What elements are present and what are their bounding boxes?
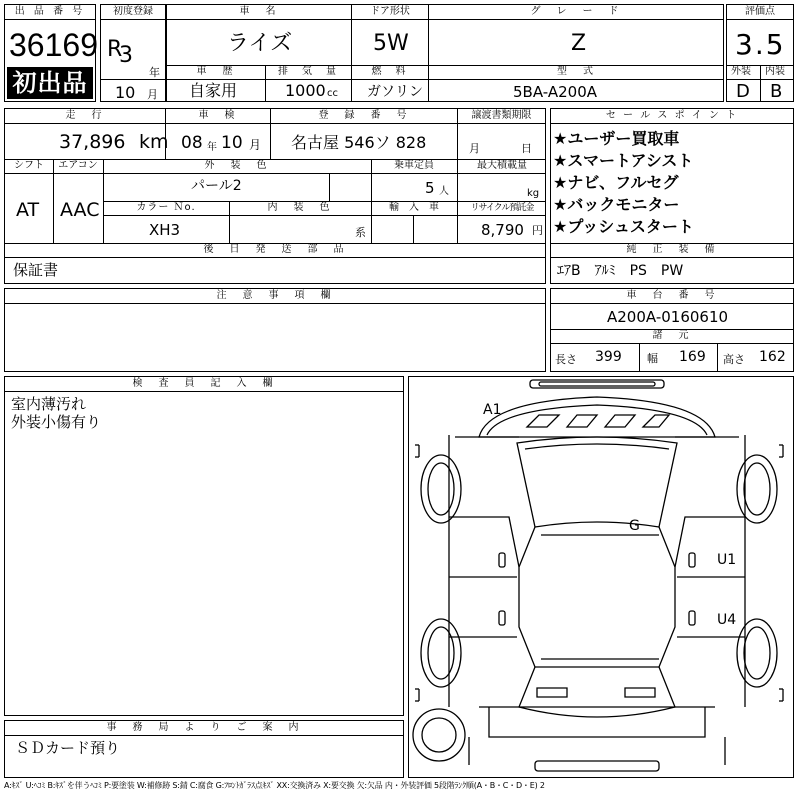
doors-header: ドア形状 bbox=[352, 5, 428, 20]
era: R bbox=[107, 37, 123, 62]
car-name-header: 車 名 bbox=[167, 5, 351, 20]
model-header: 型 式 bbox=[557, 66, 596, 77]
month-unit: 月 bbox=[147, 88, 158, 101]
color-code: XH3 bbox=[149, 221, 181, 239]
chassis-box bbox=[550, 288, 794, 372]
length-value: 399 bbox=[595, 349, 622, 365]
damage-mark-a1: A1 bbox=[483, 402, 502, 418]
capacity-header: 乗車定員 bbox=[394, 160, 434, 171]
plate-header: 登 録 番 号 bbox=[271, 109, 457, 124]
inspection-month-unit: 月 bbox=[249, 138, 262, 152]
history-header: 車 歴 bbox=[196, 66, 236, 77]
fuel: ガソリン bbox=[367, 84, 423, 100]
recycle-fee: 8,790 bbox=[481, 221, 524, 239]
inspection-header: 車 検 bbox=[166, 109, 270, 124]
rating-score: 3.5 bbox=[735, 28, 786, 61]
inspector-note: 室内薄汚れ bbox=[11, 395, 87, 413]
first-listing-badge: 初出品 bbox=[7, 67, 93, 99]
shift-header: シフト bbox=[14, 160, 44, 171]
damage-mark-u1: U1 bbox=[717, 552, 737, 568]
sales-point: ★ナビ、フルセグ bbox=[553, 173, 679, 192]
aircon-header: エアコン bbox=[58, 160, 98, 171]
dims-header: 諸 元 bbox=[652, 330, 692, 341]
details-box bbox=[4, 108, 546, 284]
first-reg-month: 10 bbox=[115, 83, 136, 102]
damage-mark-g: G bbox=[629, 518, 640, 534]
exterior-grade: D bbox=[736, 81, 750, 102]
office-box bbox=[4, 720, 404, 778]
shift: AT bbox=[16, 199, 40, 221]
grade-header: グ レ ー ド bbox=[429, 5, 723, 20]
inspection-year-unit: 年 bbox=[207, 142, 217, 153]
exterior-color: パール2 bbox=[191, 178, 242, 194]
damage-mark-u4: U4 bbox=[717, 612, 737, 628]
plate-number: 名古屋 546ソ 828 bbox=[291, 133, 427, 152]
lot-number: 36169 bbox=[9, 27, 98, 63]
sales-point: ★バックモニター bbox=[553, 195, 680, 214]
sales-point: ★スマートアシスト bbox=[553, 151, 694, 170]
transfer-header: 譲渡書類期限 bbox=[458, 109, 545, 124]
aircon: AAC bbox=[60, 199, 100, 221]
sales-points-header: セ ー ル ス ポ イ ン ト bbox=[551, 109, 793, 124]
width-label: 幅 bbox=[647, 352, 658, 365]
car-outline bbox=[409, 377, 793, 777]
office-header: 事 務 局 よ り ご 案 内 bbox=[5, 721, 403, 736]
inspector-note: 外装小傷有り bbox=[11, 413, 102, 431]
sales-point: ★プッシュスタート bbox=[553, 217, 694, 236]
chassis-header: 車 台 番 号 bbox=[551, 289, 793, 304]
color-no-header: カラー Ｎo. bbox=[136, 202, 196, 213]
rating-header: 評価点 bbox=[727, 5, 793, 20]
inspection-year: 08 bbox=[181, 133, 203, 153]
notes-box bbox=[4, 288, 546, 372]
inspector-header: 検 査 員 記 入 欄 bbox=[5, 377, 403, 392]
notes-header: 注 意 事 項 欄 bbox=[5, 289, 545, 304]
int-color-header: 内 装 色 bbox=[267, 202, 333, 213]
car-name: ライズ bbox=[227, 31, 293, 56]
parts-header: 後 日 発 送 部 品 bbox=[203, 244, 347, 255]
inspector-box bbox=[4, 376, 404, 716]
interior-header: 内装 bbox=[765, 66, 785, 77]
capacity-unit: 人 bbox=[439, 186, 449, 197]
transfer-month-unit: 月 bbox=[469, 142, 480, 155]
recycle-header: リサイクル預託金 bbox=[470, 203, 534, 213]
width-value: 169 bbox=[679, 349, 706, 365]
office-note: ＳＤカード預り bbox=[15, 739, 121, 757]
year-unit: 年 bbox=[149, 66, 160, 79]
grade: Z bbox=[571, 31, 587, 56]
mileage-unit: km bbox=[139, 131, 169, 153]
sales-point: ★ユーザー買取車 bbox=[553, 129, 680, 148]
first-registration-box bbox=[100, 4, 166, 102]
displacement-unit: cc bbox=[327, 88, 338, 99]
door-type: 5W bbox=[373, 31, 409, 56]
parts-value: 保証書 bbox=[13, 261, 59, 279]
ext-color-header: 外 装 色 bbox=[204, 160, 270, 171]
interior-grade: B bbox=[770, 81, 783, 102]
car-diagram bbox=[408, 376, 794, 778]
height-value: 162 bbox=[759, 349, 786, 365]
rating-box bbox=[726, 4, 794, 102]
inspection-month: 10 bbox=[221, 133, 243, 153]
exterior-header: 外装 bbox=[731, 66, 751, 77]
sales-points-box bbox=[550, 108, 794, 284]
equipment-value: ｴｱB ｱﾙﾐ PS PW bbox=[557, 263, 684, 279]
chassis-number: A200A-0160610 bbox=[607, 308, 729, 326]
mileage-header: 走 行 bbox=[5, 109, 165, 124]
first-reg-year: 3 bbox=[119, 43, 133, 68]
first-reg-header: 初度登録 bbox=[101, 5, 165, 20]
displacement: 1000 bbox=[285, 81, 326, 100]
height-label: 高さ bbox=[723, 353, 745, 366]
capacity: 5 bbox=[425, 179, 435, 197]
displacement-header: 排 気 量 bbox=[278, 66, 338, 77]
history: 自家用 bbox=[189, 81, 238, 100]
lot-box bbox=[4, 4, 96, 102]
mileage: 37,896 bbox=[59, 131, 126, 153]
recycle-unit: 円 bbox=[532, 224, 543, 237]
max-load-header: 最大積載量 bbox=[477, 160, 527, 171]
vehicle-info-box bbox=[166, 4, 724, 102]
max-load-unit: kg bbox=[527, 188, 540, 199]
legend: A:ｷｽﾞ U:ﾍｺﾐ B:ｷｽﾞを伴うﾍｺﾐ P:要塗装 W:補修跡 S:錆 C:腐食 G:ﾌﾛﾝﾄｶﾞﾗｽ点ｷｽﾞ XX:交換済み X:要交換 欠:欠品 内・外装評価 5段階ﾗﾝｸ順(A・B・C・D・E) 2 bbox=[4, 781, 545, 790]
int-color-unit: 系 bbox=[355, 226, 366, 239]
model-code: 5BA-A200A bbox=[513, 83, 598, 101]
transfer-day-unit: 日 bbox=[521, 142, 532, 155]
fuel-header: 燃 料 bbox=[371, 66, 408, 77]
lot-header: 出 品 番 号 bbox=[5, 5, 95, 20]
import-header: 輸 入 車 bbox=[389, 202, 439, 213]
equipment-header: 純 正 装 備 bbox=[626, 244, 718, 255]
length-label: 長さ bbox=[555, 353, 577, 366]
